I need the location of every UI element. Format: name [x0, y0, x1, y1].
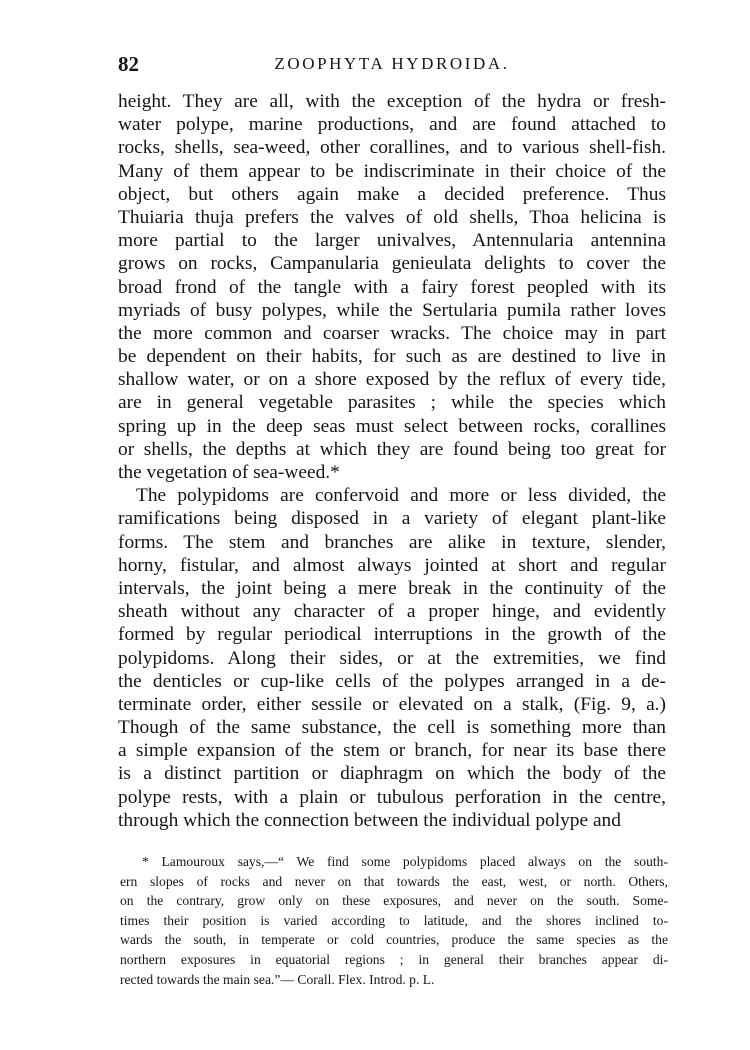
footnote-line: on the contrary, grow only on these exposures, and never on the south. Some-	[120, 893, 668, 909]
body-line: Thuiaria thuja prefers the valves of old shells, Thoa helicina is	[118, 206, 666, 228]
body-line: terminate order, either sessile or elevated on a stalk, (Fig. 9, a.)	[118, 693, 666, 715]
body-line: height. They are all, with the exception of the hydra or fresh-	[118, 91, 666, 112]
body-line: polype rests, with a plain or tubulous perforation in the centre,	[118, 786, 666, 808]
body-line: Though of the same substance, the cell is something more than	[118, 717, 666, 739]
body-line: formed by regular periodical interruptions in the growth of the	[118, 624, 666, 646]
body-line: ramifications being disposed in a variety of elegant plant-like	[118, 508, 666, 530]
footnote-line: rected towards the main sea.”— Corall. Flex. Introd. p. L.	[120, 971, 435, 987]
body-line: myriads of busy polypes, while the Sertularia pumila rather loves	[118, 299, 666, 321]
body-line: sheath without any character of a proper hinge, and evidently	[118, 601, 666, 623]
body-line: intervals, the joint being a mere break in the continuity of the	[118, 577, 666, 599]
footnote-line: times their position is varied according to latitude, and the shores inclined to-	[120, 912, 668, 928]
body-line: the more common and coarser wracks. The choice may in part	[118, 322, 666, 344]
body-line: grows on rocks, Campanularia genieulata delights to cover the	[118, 253, 666, 275]
body-line: the vegetation of sea-weed.*	[118, 462, 340, 483]
body-line: broad frond of the tangle with a fairy forest peopled with its	[118, 276, 666, 298]
body-line: are in general vegetable parasites ; while the species which	[118, 392, 666, 414]
body-line: more partial to the larger univalves, Antennularia antennina	[118, 230, 666, 252]
body-line: rocks, shells, sea-weed, other corallines, and to various shell-fish.	[118, 137, 666, 159]
page-number: 82	[118, 52, 139, 76]
body-text	[118, 90, 666, 832]
running-head: ZOOPHYTA HYDROIDA.	[274, 54, 510, 73]
body-line: be dependent on their habits, for such as are destined to live in	[118, 346, 666, 368]
body-line: Many of them appear to be indiscriminate in their choice of the	[118, 160, 666, 182]
body-line: is a distinct partition or diaphragm on which the body of the	[118, 763, 666, 785]
body-line: spring up in the deep seas must select between rocks, corallines	[118, 415, 666, 437]
body-line: a simple expansion of the stem or branch, for near its base there	[118, 740, 666, 762]
footnote-line: ern slopes of rocks and never on that towards the east, west, or north. Others,	[120, 873, 668, 889]
footnote	[120, 852, 668, 989]
body-line: the denticles or cup-like cells of the polypes arranged in a de-	[118, 670, 666, 692]
body-line: or shells, the depths at which they are found being too great for	[118, 438, 666, 460]
footnote-line: * Lamouroux says,—“ We find some polypidoms placed always on the south-	[142, 854, 668, 869]
footnote-line: wards the south, in temperate or cold countries, produce the same species as the	[120, 932, 668, 948]
footnote-line: northern exposures in equatorial regions ; in general their branches appear di-	[120, 951, 668, 967]
body-line: The polypidoms are confervoid and more or less divided, the	[136, 485, 666, 507]
page-header	[116, 52, 668, 82]
body-line: shallow water, or on a shore exposed by the reflux of every tide,	[118, 369, 666, 391]
body-line: forms. The stem and branches are alike in texture, slender,	[118, 531, 666, 553]
body-line: through which the connection between the individual polype and	[118, 809, 621, 831]
body-line: object, but others again make a decided preference. Thus	[118, 183, 666, 205]
body-line: horny, fistular, and almost always jointed at short and regular	[118, 554, 666, 576]
body-line: polypidoms. Along their sides, or at the extremities, we find	[118, 647, 666, 669]
body-line: water polype, marine productions, and are found attached to	[118, 114, 666, 136]
